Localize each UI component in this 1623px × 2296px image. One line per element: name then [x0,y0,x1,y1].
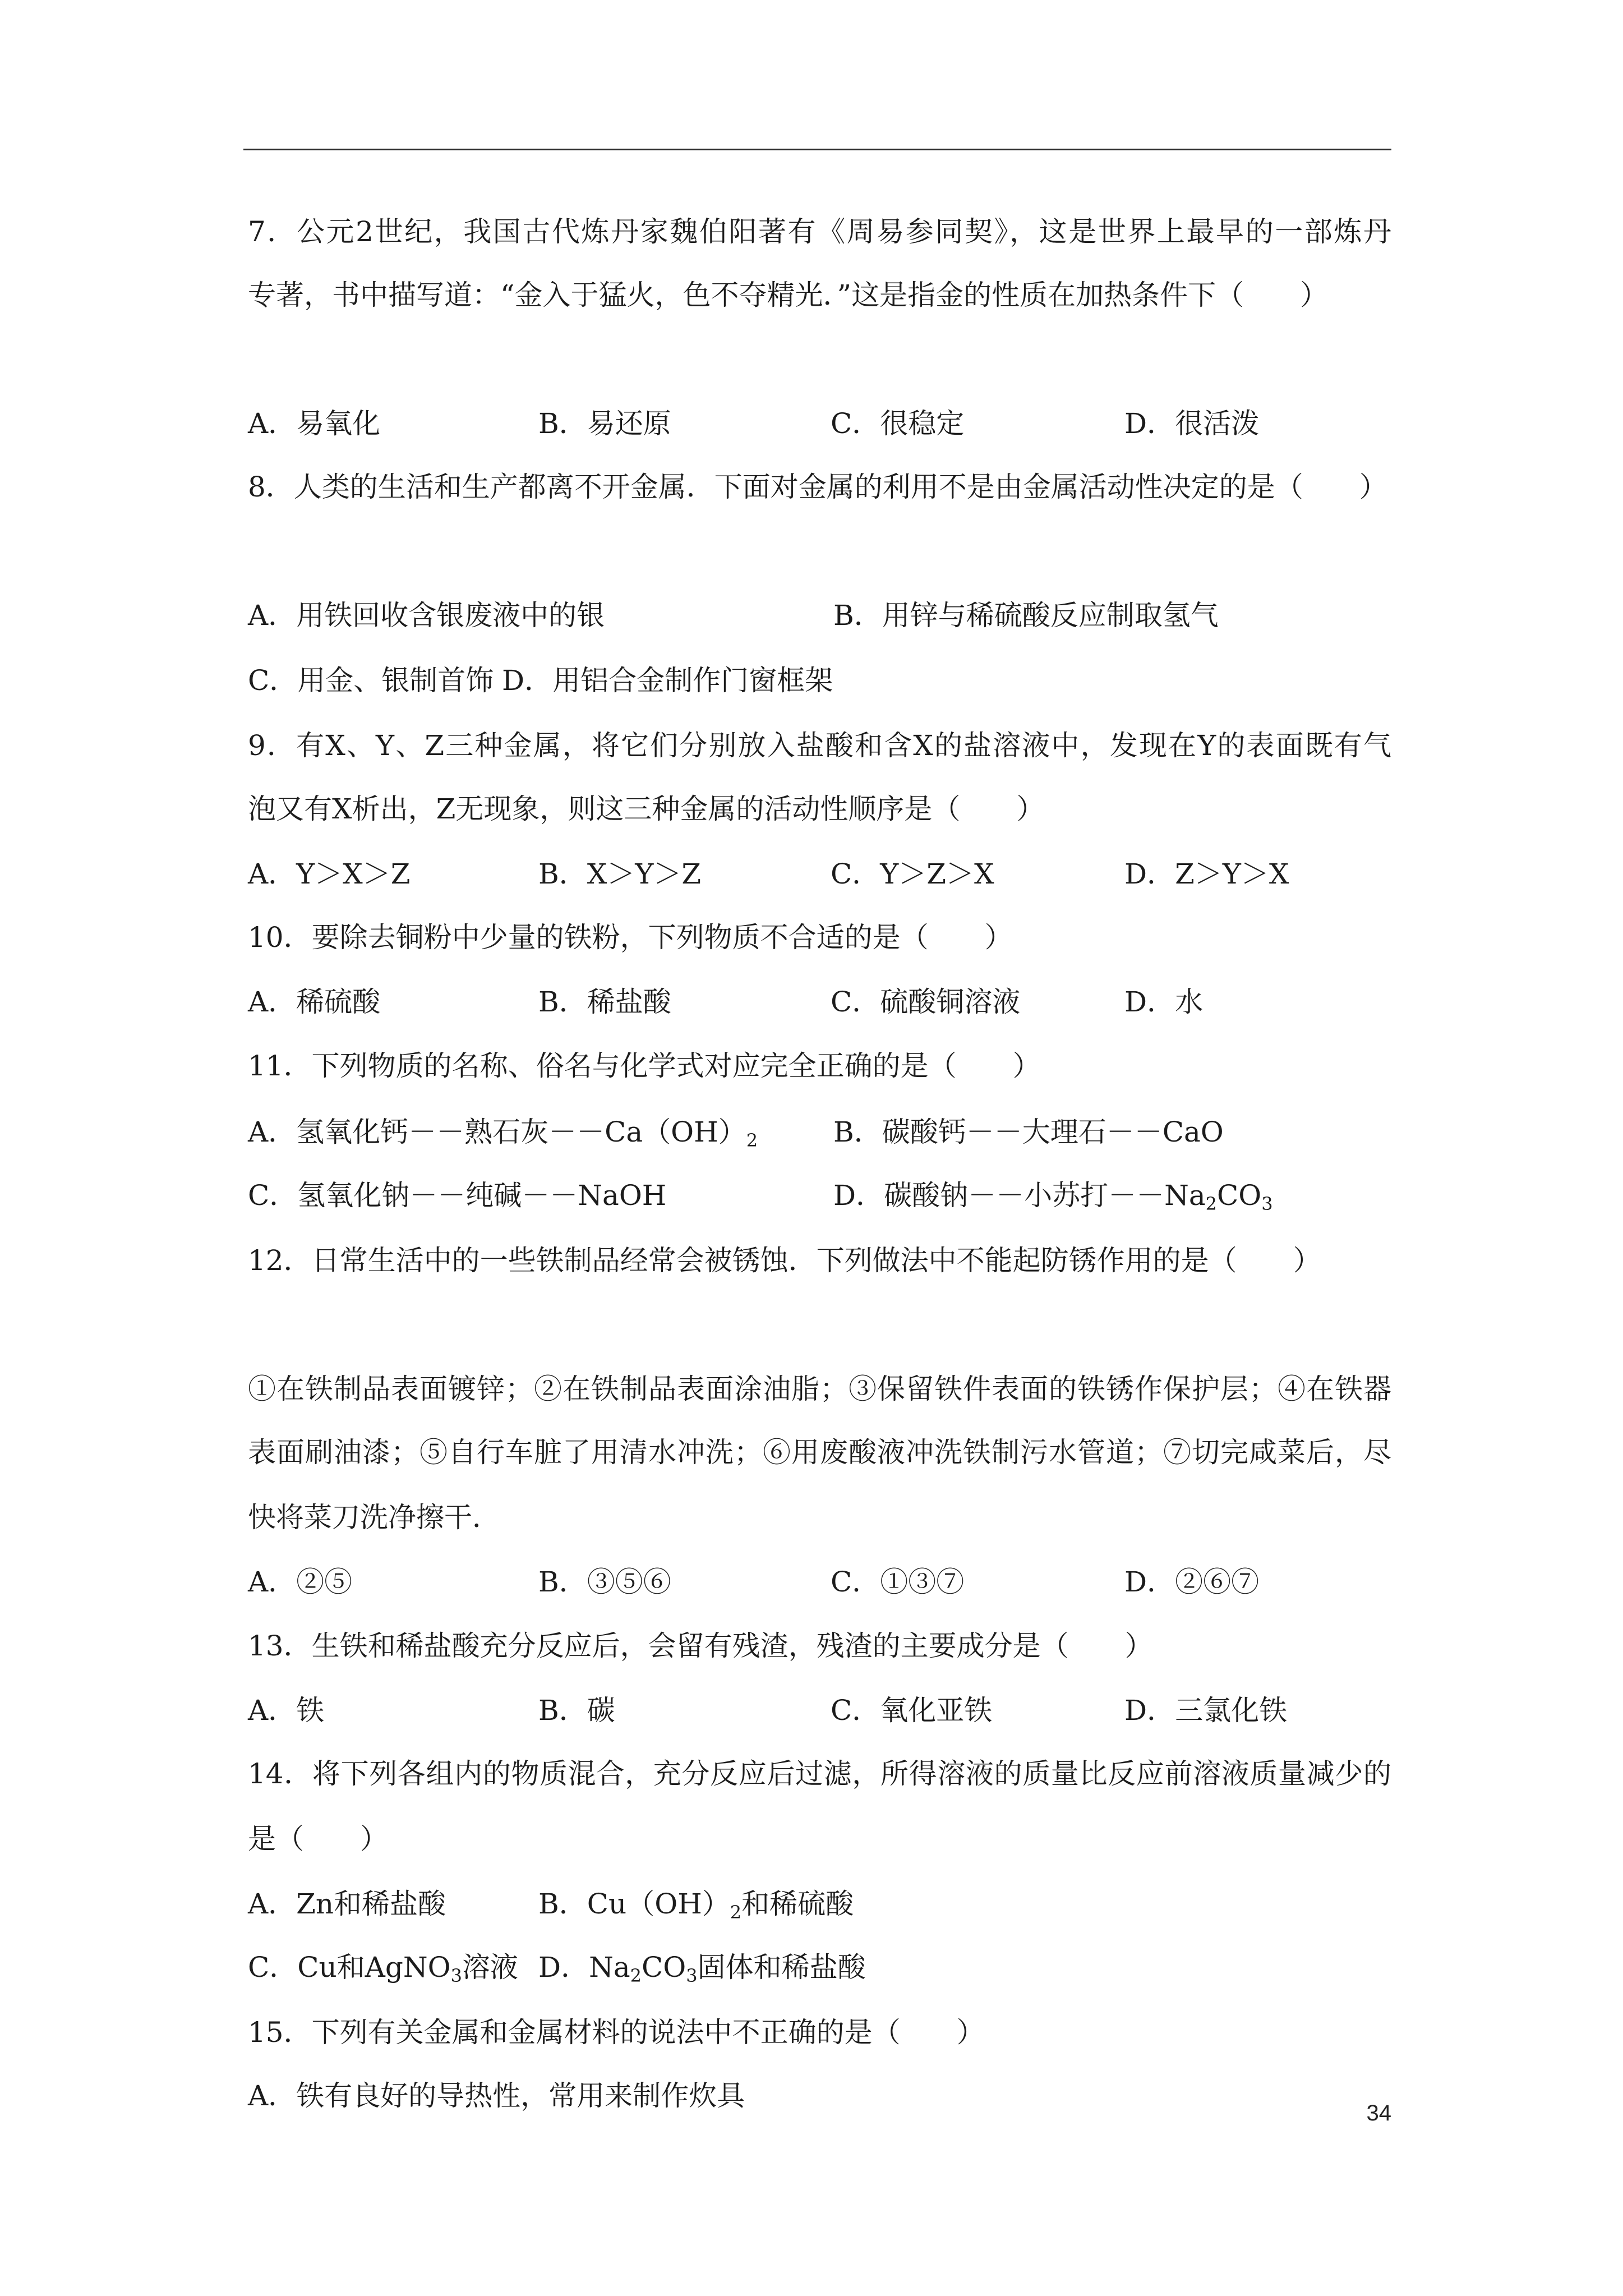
option-b: B．稀盐酸 [538,986,671,1018]
option-d [538,1950,866,1984]
option-b [833,1115,1224,1149]
option-d: D．Z＞Y＞X [1124,858,1289,890]
question-stem: 10．要除去铜粉中少量的铁粉，下列物质不合适的是（ ） [248,921,1013,954]
option-text: B．Cu（OH） [538,1888,730,1920]
option-c: C．用金、银制首饰 [248,664,494,697]
option-a [248,1887,446,1921]
option-d: D．水 [1124,986,1204,1018]
option-c: C．氧化亚铁 [831,1694,993,1727]
option-text: 溶液 [462,1951,518,1984]
option-text: 固体和稀盐酸 [697,1951,866,1984]
option-b: B．X＞Y＞Z [538,858,702,890]
question-stem: 9．有X、Y、Z三种金属，将它们分别放入盐酸和含X的盐溶液中，发现在Y的表面既有气 [248,729,1391,762]
option-a: A．铁有良好的导热性，常用来制作炊具 [248,2079,745,2112]
option-b: B．易还原 [538,407,671,440]
option-d: D．用铝合金制作门窗框架 [502,664,833,697]
question-stem: 泡又有X析出，Z无现象，则这三种金属的活动性顺序是（ ） [248,793,1045,825]
option-a: A．易氧化 [248,407,381,440]
option-text: CO [1217,1179,1262,1212]
option-a: A．稀硫酸 [248,986,381,1018]
option-text: C．氢氧化钠－－纯碱－－NaOH [248,1179,667,1212]
question-stem: 专著，书中描写道：“金入于猛火，色不夺精光．”这是指金的性质在加热条件下（ ） [248,279,1329,311]
option-b [538,1887,854,1921]
option-b: B．碳 [538,1694,615,1727]
option-b: B．③⑤⑥ [538,1566,671,1598]
page-number: 34 [1366,2101,1391,2125]
question-stem: 11．下列物质的名称、俗名与化学式对应完全正确的是（ ） [248,1050,1041,1082]
option-c: C．硫酸铜溶液 [831,986,1021,1018]
subscript: 2 [746,1130,758,1151]
question-stem: 15．下列有关金属和金属材料的说法中不正确的是（ ） [248,2016,985,2049]
option-a: A．Y＞X＞Z [248,858,411,890]
option-text: C．Cu和AgNO [248,1951,451,1984]
option-d: D．②⑥⑦ [1124,1566,1260,1598]
option-a: A．用铁回收含银废液中的银 [248,599,605,632]
statement-list: 表面刷油漆；⑤自行车脏了用清水冲洗；⑥用废酸液冲洗铁制污水管道；⑦切完咸菜后，尽 [248,1436,1391,1469]
option-text: B．碳酸钙－－大理石－－CaO [833,1116,1224,1148]
question-stem: 13．生铁和稀盐酸充分反应后，会留有残渣，残渣的主要成分是（ ） [248,1630,1153,1662]
subscript: 2 [1205,1193,1218,1214]
option-c: C．①③⑦ [831,1566,965,1598]
option-a [248,1115,758,1149]
option-d: D．三氯化铁 [1124,1694,1288,1727]
option-c [248,1950,518,1984]
question-stem: 14．将下列各组内的物质混合，充分反应后过滤，所得溶液的质量比反应前溶液质量减少的 [248,1757,1391,1790]
subscript: 3 [1261,1193,1273,1214]
option-d: D．很活泼 [1124,407,1260,440]
option-text: A．Zn和稀盐酸 [248,1888,446,1920]
option-text: D．碳酸钠－－小苏打－－Na [833,1179,1206,1212]
subscript: 3 [450,1965,462,1986]
option-text: A．氢氧化钙－－熟石灰－－Ca（OH） [248,1116,746,1148]
option-b: B．用锌与稀硫酸反应制取氢气 [833,599,1219,632]
option-c: C．很稳定 [831,407,965,440]
question-stem: 是（ ） [248,1823,388,1855]
option-text: CO [642,1951,686,1984]
option-text: D．Na [538,1951,630,1984]
question-stem: 12．日常生活中的一些铁制品经常会被锈蚀．下列做法中不能起防锈作用的是（ ） [248,1244,1321,1277]
header-rule [243,149,1391,150]
subscript: 2 [730,1902,742,1923]
statement-list: ①在铁制品表面镀锌；②在铁制品表面涂油脂；③保留铁件表面的铁锈作保护层；④在铁器 [248,1373,1391,1405]
option-c [248,1179,666,1212]
statement-list: 快将菜刀洗净擦干． [248,1501,500,1534]
option-a: A．②⑤ [248,1566,353,1598]
option-a: A．铁 [248,1694,325,1727]
subscript: 3 [686,1965,698,1986]
question-stem: 8．人类的生活和生产都离不开金属．下面对金属的利用不是由金属活动性决定的是（ ） [248,471,1387,503]
option-c: C．Y＞Z＞X [831,858,994,890]
option-d [833,1179,1273,1212]
option-text: 和稀硫酸 [741,1888,854,1920]
subscript: 2 [630,1965,642,1986]
question-stem: 7．公元2世纪，我国古代炼丹家魏伯阳著有《周易参同契》，这是世界上最早的一部炼丹 [248,215,1391,248]
